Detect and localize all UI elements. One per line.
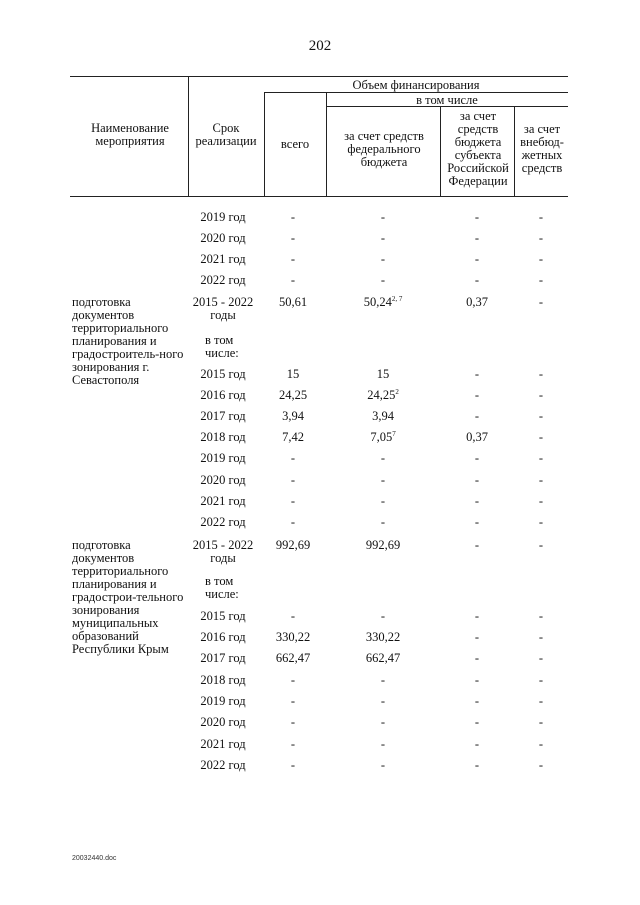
- total-cell: -: [290, 231, 296, 245]
- term-cell: 2021 год: [200, 494, 246, 508]
- total-cell: -: [290, 210, 296, 224]
- federal-cell: -: [380, 758, 386, 772]
- table-header: [0, 0, 640, 210]
- total-cell: 330,22: [275, 630, 311, 644]
- extra-cell: -: [538, 494, 544, 508]
- federal-cell: -: [380, 252, 386, 266]
- term-cell: 2020 год: [200, 473, 246, 487]
- subject-cell: -: [474, 715, 480, 729]
- federal-cell: 662,47: [365, 651, 401, 665]
- total-cell: -: [290, 715, 296, 729]
- subject-cell: -: [474, 630, 480, 644]
- subject-cell: -: [474, 651, 480, 665]
- footnote-ref: 2, 7: [391, 294, 403, 303]
- federal-cell: -: [380, 737, 386, 751]
- term-cell: 2022 год: [200, 758, 246, 772]
- total-cell: -: [290, 252, 296, 266]
- federal-cell: -: [380, 473, 386, 487]
- federal-cell: 3,94: [372, 409, 394, 423]
- header-bottom-rule: [70, 196, 568, 197]
- federal-cell: -: [380, 231, 386, 245]
- subject-cell: -: [474, 367, 480, 381]
- total-cell: -: [290, 609, 296, 623]
- subject-cell: -: [474, 388, 480, 402]
- term-cell: 2018 год: [200, 673, 246, 687]
- federal-cell: -: [380, 515, 386, 529]
- total-cell: 7,42: [282, 430, 304, 444]
- term-cell: 2020 год: [200, 715, 246, 729]
- extra-cell: -: [538, 758, 544, 772]
- federal-cell: -: [380, 273, 386, 287]
- extra-cell: -: [538, 694, 544, 708]
- federal-cell: [326, 389, 440, 402]
- footnote-ref: 7: [392, 429, 396, 438]
- term-cell: 2021 год: [200, 252, 246, 266]
- header-divider-4: [440, 106, 441, 196]
- subject-cell: -: [474, 737, 480, 751]
- header-term: Срок реализации: [195, 121, 257, 148]
- total-cell: 50,61: [278, 295, 308, 309]
- term-cell: 2019 год: [200, 210, 246, 224]
- term-cell: 2015 - 2022 годы: [192, 538, 254, 565]
- extra-cell: -: [538, 715, 544, 729]
- activity-name-sevastopol: подготовка документов территориального планирования и градостроитель-ного зонирования г. Севастополя: [72, 295, 184, 387]
- federal-cell: [326, 431, 440, 444]
- extra-cell: -: [538, 409, 544, 423]
- extra-cell: -: [538, 630, 544, 644]
- subject-cell: -: [474, 538, 480, 552]
- total-cell: 24,25: [278, 388, 308, 402]
- total-cell: -: [290, 737, 296, 751]
- term-cell: 2019 год: [200, 694, 246, 708]
- document-filename: 20032440.doc: [72, 855, 117, 862]
- subject-cell: 0,37: [466, 295, 488, 309]
- footnote-ref: 2: [395, 387, 399, 396]
- page-number: 202: [308, 38, 332, 54]
- extra-cell: -: [538, 430, 544, 444]
- extra-cell: -: [538, 388, 544, 402]
- header-name: Наименование мероприятия: [91, 121, 169, 148]
- subject-cell: -: [474, 515, 480, 529]
- including-label: в том числе:: [205, 333, 239, 360]
- extra-cell: -: [538, 210, 544, 224]
- term-cell: 2016 год: [200, 388, 246, 402]
- term-cell: 2022 год: [200, 515, 246, 529]
- federal-value: 24,25: [367, 388, 396, 402]
- total-cell: -: [290, 494, 296, 508]
- header-divider-3: [326, 92, 327, 196]
- total-cell: 3,94: [282, 409, 304, 423]
- header-funding: Объем финансирования: [352, 78, 480, 92]
- term-cell: 2022 год: [200, 273, 246, 287]
- federal-cell: -: [380, 715, 386, 729]
- extra-cell: -: [538, 367, 544, 381]
- total-cell: -: [290, 515, 296, 529]
- federal-cell: -: [380, 694, 386, 708]
- header-top-rule: [70, 76, 568, 77]
- total-cell: -: [290, 694, 296, 708]
- subject-cell: -: [474, 273, 480, 287]
- federal-cell: [326, 296, 440, 309]
- subject-cell: -: [474, 451, 480, 465]
- subject-cell: 0,37: [466, 430, 488, 444]
- including-label: в том числе:: [205, 574, 239, 601]
- extra-cell: -: [538, 651, 544, 665]
- term-cell: 2015 год: [200, 609, 246, 623]
- federal-cell: -: [380, 451, 386, 465]
- term-cell: 2015 год: [200, 367, 246, 381]
- extra-cell: -: [538, 609, 544, 623]
- federal-cell: -: [380, 609, 386, 623]
- extra-cell: -: [538, 231, 544, 245]
- extra-cell: -: [538, 273, 544, 287]
- subject-cell: -: [474, 694, 480, 708]
- extra-cell: -: [538, 473, 544, 487]
- federal-cell: 15: [376, 367, 390, 381]
- term-cell: 2019 год: [200, 451, 246, 465]
- header-extrabudget: за счет внебюд-жетных средств: [520, 122, 564, 175]
- subject-cell: -: [474, 473, 480, 487]
- extra-cell: -: [538, 295, 544, 309]
- subject-cell: -: [474, 758, 480, 772]
- term-cell: 2017 год: [200, 409, 246, 423]
- header-subject: за счет средств бюджета субъекта Российской Федерации: [447, 109, 509, 188]
- header-divider-5: [514, 106, 515, 196]
- header-total: всего: [280, 137, 310, 151]
- header-divider-2: [264, 92, 265, 196]
- total-cell: 662,47: [275, 651, 311, 665]
- federal-cell: -: [380, 494, 386, 508]
- extra-cell: -: [538, 515, 544, 529]
- subject-cell: -: [474, 494, 480, 508]
- header-federal: за счет средств федерального бюджета: [344, 129, 424, 169]
- federal-value: 7,05: [370, 430, 393, 444]
- total-cell: -: [290, 273, 296, 287]
- term-cell: 2018 год: [200, 430, 246, 444]
- extra-cell: -: [538, 252, 544, 266]
- term-cell: 2017 год: [200, 651, 246, 665]
- header-divider-1: [188, 76, 189, 196]
- subject-cell: -: [474, 210, 480, 224]
- extra-cell: -: [538, 673, 544, 687]
- term-cell: 2021 год: [200, 737, 246, 751]
- total-cell: 15: [286, 367, 300, 381]
- subject-cell: -: [474, 231, 480, 245]
- total-cell: -: [290, 673, 296, 687]
- federal-cell: -: [380, 210, 386, 224]
- federal-cell: 330,22: [365, 630, 401, 644]
- activity-name-crimea: подготовка документов территориального планирования и градострои-тельного зонирования муниципальных образований Республики Крым: [72, 538, 184, 656]
- subject-cell: -: [474, 609, 480, 623]
- term-cell: 2016 год: [200, 630, 246, 644]
- total-cell: -: [290, 758, 296, 772]
- federal-value: 50,24: [363, 295, 392, 309]
- extra-cell: -: [538, 737, 544, 751]
- total-cell: -: [290, 473, 296, 487]
- extra-cell: -: [538, 538, 544, 552]
- header-including: в том числе: [416, 93, 478, 107]
- extra-cell: -: [538, 451, 544, 465]
- federal-cell: -: [380, 673, 386, 687]
- subject-cell: -: [474, 673, 480, 687]
- subject-cell: -: [474, 252, 480, 266]
- term-cell: 2020 год: [200, 231, 246, 245]
- total-cell: 992,69: [275, 538, 311, 552]
- term-cell: 2015 - 2022 годы: [192, 295, 254, 322]
- federal-cell: 992,69: [365, 538, 401, 552]
- subject-cell: -: [474, 409, 480, 423]
- total-cell: -: [290, 451, 296, 465]
